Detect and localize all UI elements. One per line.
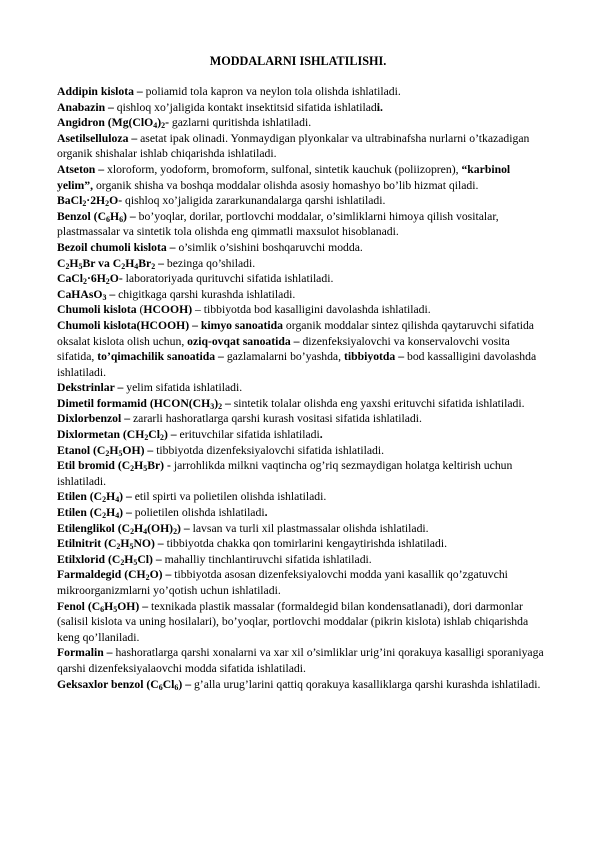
- entry-item: [57, 599, 547, 646]
- entry-description: qishloq xo’jaligida zararkunandalarga qarshi ishlatiladi.: [122, 194, 386, 208]
- entry-item: [57, 396, 547, 412]
- entry-term: Addipin kislota –: [57, 85, 143, 98]
- entry-term: Etilen $(C_2H_4)$ –: [57, 506, 132, 521]
- entry-description: jarrohlikda milkni vaqtincha og’riq sezmaydigan holatga keltirish uchun ishlatiladi.: [57, 459, 513, 488]
- entry-item: Etilen $(C_2H_4)$ – polietilen olishda ishlatiladi.: [57, 506, 268, 521]
- entry-term: Etilen $(C_2H_4)$ –: [57, 490, 132, 505]
- entry-description: texnikada plastik massalar (formaldegid bilan kondensatlanadi), dori darmonlar (salisil kislota va uning hosilalari), bo’yoqlar, portlovchi moddalar (pikrin kislota) ishlab chiqarishda keng qo’llaniladi.: [57, 599, 529, 644]
- entry-item: [57, 552, 547, 568]
- entry-term: Chumoli kislota: [57, 303, 137, 317]
- entry-description: zararli hashoratlarga qarshi kurash vositasi sifatida ishlatiladi.: [130, 412, 422, 426]
- entry-item: Chumoli kislota(HCOOH) – kimyo sanoatida organik moddalar sintez qilishda qaytaruvchi sifatida oksalat kislota olish uchun, oziq-ovqat sanoatida – dizenfeksiyalovchi va konservalovchi vosita sifatida, to’qimachilik sanoatida – gazlamalarni bo’yashda, tibbiyotda – bod kassalligini davolashda ishlatiladi.: [57, 318, 537, 379]
- entry-description: laboratoriyada qurituvchi sifatida ishlatiladi.: [122, 272, 334, 286]
- entry-item: Chumoli kislota (HCOOH) – tibbiyotda bod kasalligini davolashda ishlatiladi.: [57, 303, 431, 317]
- entry-term: $C_2H_5Br$ va $C_2H_4Br_2$ –: [57, 256, 164, 271]
- entry-description: tibbiyotda asosan dizenfeksiyalovchi modda yani kasallik qo’zgatuvchi mikroorganizmlarni yo’qotish uchun ishlatiladi.: [57, 568, 508, 597]
- entry-item: [57, 458, 547, 489]
- entry-item: Anabazin – qishloq xo’jaligida kontakt insektitsid sifatida ishlatiladi.: [57, 100, 383, 114]
- entry-description: etil spirti va polietilen olishda ishlatiladi.: [131, 490, 327, 504]
- entry-description: (: [136, 303, 144, 317]
- entry-term: Asetilselluloza –: [57, 131, 138, 145]
- entry-item: [57, 521, 547, 537]
- entry-term: Geksaxlor benzol $(C_6Cl_6)$ –: [57, 677, 192, 692]
- entry-item: [57, 240, 547, 256]
- entry-item: [57, 287, 547, 303]
- entry-term: Dimetil formamid ($HCON(CH_3)_2$ –: [57, 396, 231, 412]
- entry-term: Anabazin –: [57, 100, 114, 114]
- entry-item: [57, 256, 547, 272]
- entry-term: Dixlormetan $(CH_2Cl_2)$ –: [57, 428, 177, 443]
- entry-term: Etilnitrit $(C_2H_5NO)$ –: [57, 537, 164, 552]
- entry-description: yelim sifatida ishlatiladi.: [123, 381, 243, 395]
- entry-description: poliamid tola kapron va neylon tola olishda ishlatiladi.: [142, 85, 401, 98]
- entry-term: $CaCl_2\cdot 6H_2O-$: [57, 272, 123, 287]
- page-title: MODDALARNI ISHLATILISHI.: [209, 54, 387, 68]
- entry-term: Dekstrinlar –: [57, 381, 124, 395]
- entry-term: Formalin –: [57, 646, 113, 660]
- entry-item: [57, 489, 547, 505]
- entry-term: Etilxlorid $(C_2H_5Cl)$ –: [57, 552, 162, 568]
- entry-description: erituvchilar sifatida ishlatiladi: [176, 428, 320, 442]
- entry-description: asetat ipak olinadi. Yonmaydigan plyonkalar va ultrabinafsha nurlarni o’tkazadigan organik shishalar ishlab chiqarishda ishlatiladi.: [57, 131, 530, 161]
- entry-term: Atseton –: [57, 162, 105, 176]
- entry-item: [57, 411, 547, 427]
- entry-description: tibbiyotda dizenfeksiyalovchi sifatida ishlatiladi.: [153, 443, 385, 457]
- entry-item: [57, 567, 547, 598]
- entry-description: lavsan va turli xil plastmassalar olishda ishlatiladi.: [189, 521, 429, 535]
- entry-term: Fenol $(C_6H_5OH)$ –: [57, 599, 149, 614]
- entry-item: Dixlormetan $(CH_2Cl_2)$ – erituvchilar sifatida ishlatiladi.: [57, 428, 323, 443]
- entry-description: o’simlik o’sishini boshqaruvchi modda.: [175, 240, 363, 254]
- entry-description: gazlarni quritishda ishlatiladi.: [168, 116, 312, 130]
- entry-description: g’alla urug’larini qattiq qorakuya kasalliklarga qarshi kurashda ishlatiladi.: [191, 677, 541, 691]
- entry-description: qishloq xo’jaligida kontakt insektitsid sifatida ishlatilad: [113, 100, 377, 114]
- entry-item: [57, 536, 547, 552]
- entry-term: Bezoil chumoli kislota –: [57, 240, 176, 254]
- entry-term: Farmaldegid $(CH_2O)$ –: [57, 568, 172, 583]
- entry-description: bo’yoqlar, dorilar, portlovchi moddalar, o’simliklarni himoya qilish vositalar, plastmassalar va sintetik tola olishda eng qimmatli maxsulot hisoblanadi.: [57, 209, 499, 239]
- entry-description: hashoratlarga qarshi xonalarni va xar xil o’simliklar urig’ini qorakuya kasalligi sporaniyaga qarshi dizenfeksiyalaovchi modda sifatida ishlatiladi.: [57, 646, 544, 675]
- entry-item: [57, 115, 547, 131]
- entry-item: [57, 209, 547, 240]
- entry-description: sintetik tolalar olishda eng yaxshi erituvchi sifatida ishlatiladi.: [230, 396, 525, 410]
- entry-description: organik moddalar sintez qilishda qaytaruvchi sifatida oksalat kislota olish uchun,: [57, 318, 534, 348]
- entry-term: Etanol $(C_2H_5OH)$ –: [57, 443, 154, 458]
- entry-item: [57, 380, 547, 396]
- entry-item: [57, 677, 547, 693]
- entry-description: mahalliy tinchlantiruvchi sifatida ishlatiladi.: [161, 552, 372, 566]
- entry-item: [57, 193, 547, 209]
- entry-item: [57, 443, 547, 459]
- entry-term: Etilenglikol $(C_2H_4(OH)_2)$ –: [57, 521, 190, 536]
- entry-description: xloroform, yodoform, bromoform, sulfonal, sintetik kauchuk (poliizopren),: [104, 162, 459, 176]
- entry-description: polietilen olishda ishlatiladi: [131, 506, 265, 520]
- entry-term: Dixlorbenzol –: [57, 412, 131, 426]
- entry-term: CaHAsO$_3$ –: [57, 287, 116, 302]
- entry-item: Atseton – xloroform, yodoform, bromoform, sulfonal, sintetik kauchuk (poliizopren), “karbinol yelim”, organik shisha va boshqa moddalar olishda asosiy homashyo bo’lib hizmat qiladi.: [57, 162, 511, 192]
- entry-description: tibbiyotda chakka qon tomirlarini kengaytirishda ishlatiladi.: [163, 537, 447, 551]
- entry-item: [57, 645, 547, 676]
- entry-description: bezinga qo’shiladi.: [163, 256, 256, 270]
- entry-term: Chumoli kislota(HCOOH) – kimyo sanoatida: [57, 318, 283, 332]
- entry-item: [57, 271, 547, 287]
- entry-item: [57, 84, 547, 100]
- entry-term: Benzol $(C_6H_6)$ –: [57, 209, 136, 224]
- entries-list: [57, 84, 547, 692]
- entry-item: [57, 131, 547, 162]
- entry-term: Angidron ($Mg(ClO_4)_2-$: [57, 116, 169, 131]
- entry-term: Etil bromid $(C_2H_5Br)$ -: [57, 459, 171, 474]
- entry-term: $BaCl_2\cdot 2H_2O-$: [57, 194, 123, 209]
- entry-description: chigitkaga qarshi kurashda ishlatiladi.: [115, 287, 296, 301]
